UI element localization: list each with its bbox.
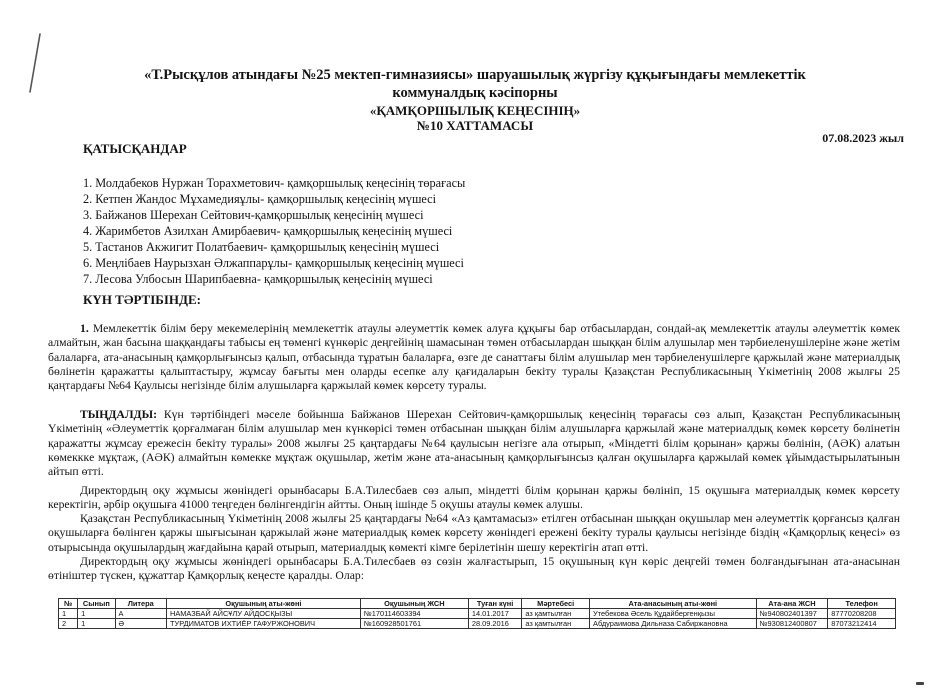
document-title-line-1: «Т.Рысқұлов атындағы №25 мектеп-гимназиясы» шаруашылық жүргізу құқығындағы мемлекеттік <box>144 67 806 83</box>
column-header: Оқушының ЖСН <box>360 599 468 609</box>
table-row <box>59 609 896 619</box>
column-header: Ата-ана ЖСН <box>756 599 828 609</box>
director-statement-text: Директордың оқу жұмысы жөніндегі орынбасары Б.А.Тилесбаев сөз алып, міндетті білім қорынан қаржы бөлініп, 15 оқушыға материалдық көмек көрсету керектігін, әрбір оқушыға 41000 теңгеден бөлінгендігін айтты. Оның ішінде 5 оқушы атаулы көмек алушы. <box>48 484 900 512</box>
table-cell: Абдураимова Дильназа Сабиржановна <box>590 619 757 629</box>
table-cell: А <box>115 609 166 619</box>
participants-heading: ҚАТЫСҚАНДАР <box>83 141 187 156</box>
government-decree-text: Қазақстан Республикасының Үкіметінің 2008 жылғы 25 қаңтардағы №64 «Аз қамтамасыз» етілген отбасынан шыққан оқушылар мен әлеуметтік қорғансыз қалған оқушыларға бөлінген қаржы шығысынан қаржылай және материалдық көмек көрсету жөніндегі ережені бекіту туралы қаулысы негізінде біздің «Қамқорлық кеңесі» өз отырысында оқушылардың жағдайына қарай отырып, материалдық көмекті кімге берілетінін шешу керектігін атап өтті. <box>48 512 900 554</box>
table-cell: №160928501761 <box>360 619 468 629</box>
table-cell: 87770208208 <box>828 609 896 619</box>
table-cell: 1 <box>78 619 115 629</box>
government-decree-paragraph <box>48 512 900 555</box>
director-continuation-text: Директордың оқу жұмысы жөніндегі орынбасары Б.А.Тилесбаев өз сөзін жалғастырып, 15 оқушының күн көріс деңгейі төмен болғандығынан ата-анасынан өтініштер түскен, құжаттар Қамқорлық кеңесте қаралды. Олар: <box>48 555 900 583</box>
table-cell: НАМАЗБАЙ АЙСҰЛУ АЙДОСҚЫЗЫ <box>167 609 361 619</box>
participant-item: 6. Меңлібаев Наурызхан Әлжаппарұлы- қамқоршылық кеңесінің мүшесі <box>83 256 464 270</box>
document-date: 07.08.2023 жыл <box>822 131 904 145</box>
table-cell: 1 <box>59 609 78 619</box>
document-title-line-2: коммуналдық кәсіпорны <box>392 85 558 101</box>
participant-item: 3. Байжанов Шерехан Сейтович-қамқоршылық кеңесінің мүшесі <box>83 208 424 222</box>
agenda-item-number: 1. <box>80 322 89 335</box>
column-header: Телефон <box>828 599 896 609</box>
participant-item: 2. Кетпен Жандос Мұхамедияұлы- қамқоршылық кеңесінің мүшесі <box>83 192 437 206</box>
students-table <box>58 598 896 629</box>
column-header: Мәртебесі <box>522 599 590 609</box>
table-cell: ТУРДИМАТОВ ИХТИЁР ГАФУРЖОНОВИЧ <box>167 619 361 629</box>
table-cell: №930812400807 <box>756 619 828 629</box>
table-cell: №170114603394 <box>360 609 468 619</box>
table-header-row <box>59 599 896 609</box>
column-header: № <box>59 599 78 609</box>
protocol-number: №10 ХАТТАМАСЫ <box>416 118 534 133</box>
participant-item: 4. Жаримбетов Азилхан Амирбаевич- қамқоршылық кеңесінің мүшесі <box>83 224 453 238</box>
column-header: Сынып <box>78 599 115 609</box>
table-cell: 2 <box>59 619 78 629</box>
table-cell: 1 <box>78 609 115 619</box>
participant-item: 1. Молдабеков Нуржан Торахметович- қамқоршылық кеңесінің төрағасы <box>83 176 466 190</box>
table-cell: аз қамтылған <box>522 619 590 629</box>
column-header: Туған күні <box>468 599 522 609</box>
table-cell: 14.01.2017 <box>468 609 522 619</box>
column-header: Литера <box>115 599 166 609</box>
listened-label: ТЫҢДАЛДЫ: <box>80 408 157 421</box>
agenda-heading: КҮН ТӘРТІБІНДЕ: <box>83 292 201 307</box>
table-cell: Утебекова Әсель Құдайбергенқызы <box>590 609 757 619</box>
table-cell: Ә <box>115 619 166 629</box>
table-cell: 28.09.2016 <box>468 619 522 629</box>
participants-list <box>83 175 465 287</box>
participant-item: 7. Лесова Улбосын Шарипбаевна- қамқоршылық кеңесінің мүшесі <box>83 272 433 286</box>
agenda-item-paragraph <box>48 322 900 393</box>
listened-text: Күн тәртібіндегі мәселе бойынша Байжанов Шерехан Сейтович-қамқоршылық кеңесінің төрағасы сөз алып, Қазақстан Республикасының Үкіметінің «Әлеуметтік қорғалмаған білім алушылар мен күнкөрісі төмен отбасынан шыққан білім алушыларға қаржылай және материалдық көмек көрсету бөлінетін қаражатты жұмсау ережесін бекіту туралы» 2008 жылғы 25 қаңтардағы №64 қаулысын негізге ала отырып, «Міндетті білім қорынан» қаржы бөлінін, (АӘК) алатын көмекккe мұқтаж, (АӘК) алмайтын көмекке мұқтаж оқушылар, жетім және ата-анасының қамқорлығынсыз қалған оқушыларға қаржылай көмек ұйымдастырылатынын айтып өтті. <box>48 408 900 479</box>
table-cell: №940802401397 <box>756 609 828 619</box>
director-continuation-paragraph <box>48 555 900 584</box>
table-cell: 87073212414 <box>828 619 896 629</box>
participant-item: 5. Тастанов Акжигит Полатбаевич- қамқоршылық кеңесінің мүшесі <box>83 240 440 254</box>
agenda-item-text: Мемлекеттік білім беру мекемелерінің мемлекеттік атаулы әлеуметтік көмек алуға құқығы бар отбасылардан, сондай-ақ мемлекеттік атаулы әлеуметтік көмек алмайтын, жан басына шаққандағы табысы ең төменгі күнкөріс деңгейінің шамасынан төмен отбасылардан шыққан білім алушылар мен тәрбиеленушілеріне және жетім балаларға, ата-анасының қамқорлығынсыз қалып, отбасында тұратын балаларға, өзге де санаттағы білім алушылар мен тәрбиеленушілерге қаржылай және материалдық бөлінетін қаражатты қалыптастыру, жұмсау бағыты мен оларды есепке алу қағидаларын бекіту туралы Қазақстан Республикасының Үкіметінің 2008 жылғы 25 қаңтардағы №64 Қаулысы негізінде білім алушыларға қаржылай көмек көрсету туралы. <box>48 322 900 393</box>
listened-paragraph <box>48 408 900 479</box>
document-title-line-3: «ҚАМҚОРШЫЛЫҚ КЕҢЕСІНІҢ» <box>369 103 581 118</box>
table-row <box>59 619 896 629</box>
director-statement-paragraph <box>48 484 900 513</box>
column-header: Ата-анасының аты-жөні <box>590 599 757 609</box>
table-cell: аз қамтылған <box>522 609 590 619</box>
column-header: Оқушының аты-жөні <box>167 599 361 609</box>
scan-speck <box>916 682 924 685</box>
